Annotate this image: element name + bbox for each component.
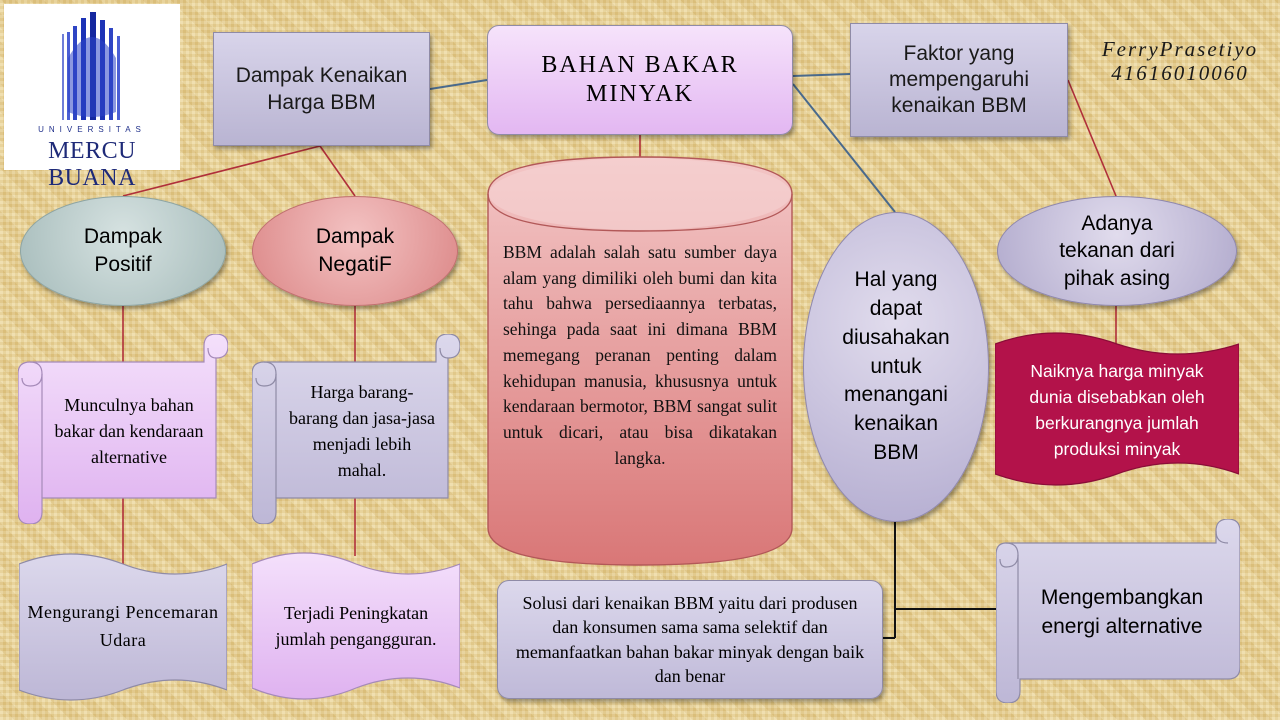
- dampak-negatif-label: Dampak NegatiF: [315, 224, 395, 276]
- logo-subtitle: UNIVERSITAS: [38, 125, 146, 134]
- negatif-scroll: [252, 334, 460, 524]
- mengembangkan-text: Mengembangkan energi alternative: [1040, 586, 1204, 638]
- title-box: [487, 25, 793, 135]
- positif-scroll: [18, 334, 228, 524]
- naiknya-text: Naiknya harga minyak dunia disebabkan oleh berkurangnya jumlah produksi minyak: [1029, 361, 1205, 459]
- dampak-kenaikan-label: Dampak Kenaikan Harga BBM: [235, 63, 408, 114]
- dampak-kenaikan-box: [213, 32, 430, 146]
- solusi-box: [497, 580, 883, 699]
- dampak-positif-ellipse: [20, 196, 226, 306]
- dampak-positif-label: Dampak Positif: [83, 224, 163, 276]
- dampak-negatif-ellipse: [252, 196, 458, 306]
- negatif-wave-text: Terjadi Peningkatan jumlah pengangguran.: [275, 603, 437, 649]
- hal-yang-label: Hal yang dapat diusahakan untuk menangani kenaikan BBM: [842, 267, 950, 465]
- positif-scroll-text: Munculnya bahan bakar dan kendaraan alternative: [54, 395, 204, 467]
- adanya-tekanan-label: Adanya tekanan dari pihak asing: [1059, 212, 1175, 290]
- diagram-title: BAHAN BAKAR MINYAK: [541, 52, 739, 107]
- negatif-wave: [252, 550, 460, 702]
- definisi-cylinder: [487, 156, 793, 566]
- mengembangkan-scroll: [996, 519, 1240, 703]
- naiknya-wave: [995, 330, 1239, 488]
- author-name: FerryPrasetiyo: [1101, 37, 1259, 61]
- negatif-scroll-text: Harga barang-barang dan jasa-jasa menjadi lebih mahal.: [289, 382, 435, 480]
- positif-wave-text: Mengurangi Pencemaran Udara: [27, 602, 219, 650]
- definisi-text: BBM adalah salah satu sumber daya alam yang dimiliki oleh bumi dan kita tahu bahwa persediaannya terbatas, sehinga pada saat ini dimana BBM memegang peranan penting dalam kehidupan manusia, khususnya untuk kendaraan bermotor, BBM sangat sulit untuk dicari, atau bisa dikatakan langka.: [503, 242, 777, 468]
- solusi-text: Solusi dari kenaikan BBM yaitu dari produsen dan konsumen sama sama selektif dan memanfaatkan bahan bakar minyak dengan baik dan benar: [515, 592, 865, 686]
- positif-wave: [19, 552, 227, 702]
- author-id: 41616010060: [1111, 61, 1249, 86]
- faktor-box: [850, 23, 1068, 137]
- faktor-label: Faktor yang mempengaruhi kenaikan BBM: [888, 41, 1030, 118]
- logo-name: MERCU BUANA: [48, 138, 136, 191]
- hal-yang-ellipse: [803, 212, 989, 522]
- university-logo: [4, 4, 180, 191]
- author-block: [1082, 37, 1278, 85]
- adanya-tekanan-ellipse: [997, 196, 1237, 306]
- logo-emblem-icon: [62, 12, 122, 120]
